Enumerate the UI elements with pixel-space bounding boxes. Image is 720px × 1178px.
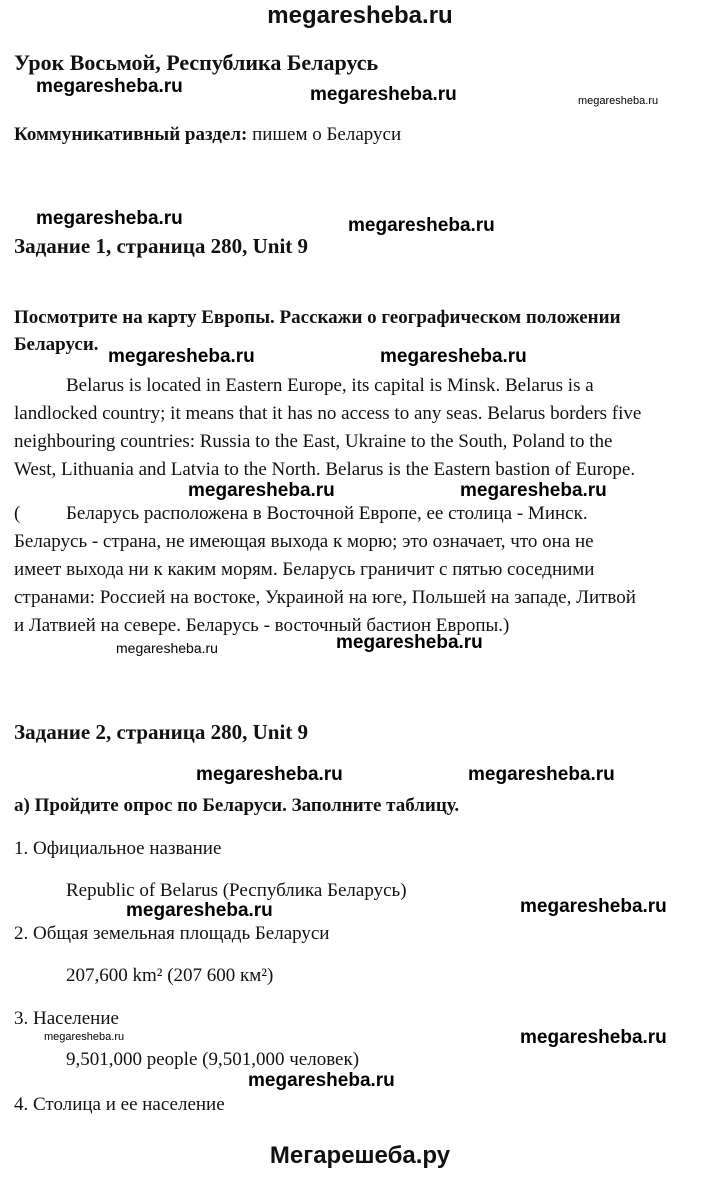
russian-line: имеет выхода ни к каким морям. Беларусь граничит с пятью соседними	[14, 559, 595, 580]
communicative-text: пишем о Беларуси	[247, 124, 402, 145]
site-header-title: megaresheba.ru	[267, 2, 453, 29]
watermark: megaresheba.ru	[468, 764, 615, 785]
task1-instruction-line2: Беларуси.	[14, 334, 99, 355]
watermark: megaresheba.ru	[188, 480, 335, 501]
russian-line: Беларусь расположена в Восточной Европе, ее столица - Минск.	[66, 503, 588, 524]
english-line: landlocked country; it means that it has no access to any seas. Belarus borders five	[14, 403, 642, 424]
english-line: neighbouring countries: Russia to the East, Ukraine to the South, Poland to the	[14, 431, 613, 452]
watermark-small: megaresheba.ru	[44, 1031, 125, 1043]
survey-answer: 9,501,000 people (9,501,000 человек)	[66, 1049, 360, 1070]
survey-question: 2. Общая земельная площадь Беларуси	[14, 923, 330, 944]
watermark: megaresheba.ru	[36, 208, 183, 229]
russian-open-paren: (	[14, 503, 21, 524]
watermark: megaresheba.ru	[460, 480, 607, 501]
watermark: megaresheba.ru	[310, 84, 457, 105]
english-line: Belarus is located in Eastern Europe, its capital is Minsk. Belarus is a	[66, 375, 594, 396]
watermark: megaresheba.ru	[248, 1070, 395, 1091]
russian-line: странами: Россией на востоке, Украиной на юге, Польшей на западе, Литвой	[14, 587, 636, 608]
russian-line: и Латвией на севере. Беларусь - восточный бастион Европы.)	[14, 615, 510, 636]
watermark: megaresheba.ru	[380, 346, 527, 367]
watermark: megaresheba.ru	[108, 346, 255, 367]
watermark: megaresheba.ru	[348, 215, 495, 236]
survey-answer: 207,600 km² (207 600 км²)	[66, 965, 274, 986]
watermark: megaresheba.ru	[520, 896, 667, 917]
watermark: megaresheba.ru	[520, 1027, 667, 1048]
watermark: megaresheba.ru	[36, 76, 183, 97]
survey-answer: Republic of Belarus (Республика Беларусь)	[66, 880, 407, 901]
watermark-small: megaresheba.ru	[578, 95, 659, 107]
site-footer-title: Мегарешеба.ру	[269, 1142, 451, 1169]
task2-heading: Задание 2, страница 280, Unit 9	[14, 720, 309, 744]
watermark-small: megaresheba.ru	[116, 640, 218, 656]
task2-instruction: а) Пройдите опрос по Беларуси. Заполните таблицу.	[14, 795, 460, 816]
watermark: megaresheba.ru	[126, 900, 273, 921]
survey-question: 1. Официальное название	[14, 838, 222, 859]
watermark: megaresheba.ru	[336, 632, 483, 653]
english-line: West, Lithuania and Latvia to the North. Belarus is the Eastern bastion of Europe.	[14, 459, 636, 480]
lesson-title: Урок Восьмой, Республика Беларусь	[14, 50, 379, 75]
survey-question: 3. Население	[14, 1008, 119, 1029]
survey-question: 4. Столица и ее население	[14, 1094, 225, 1115]
communicative-label: Коммуникативный раздел:	[14, 124, 248, 145]
russian-line: Беларусь - страна, не имеющая выхода к морю; это означает, что она не	[14, 531, 594, 552]
task1-heading: Задание 1, страница 280, Unit 9	[14, 234, 309, 258]
communicative-section	[14, 124, 401, 146]
task1-instruction-line1: Посмотрите на карту Европы. Расскажи о географическом положении	[14, 307, 621, 328]
watermark: megaresheba.ru	[196, 764, 343, 785]
